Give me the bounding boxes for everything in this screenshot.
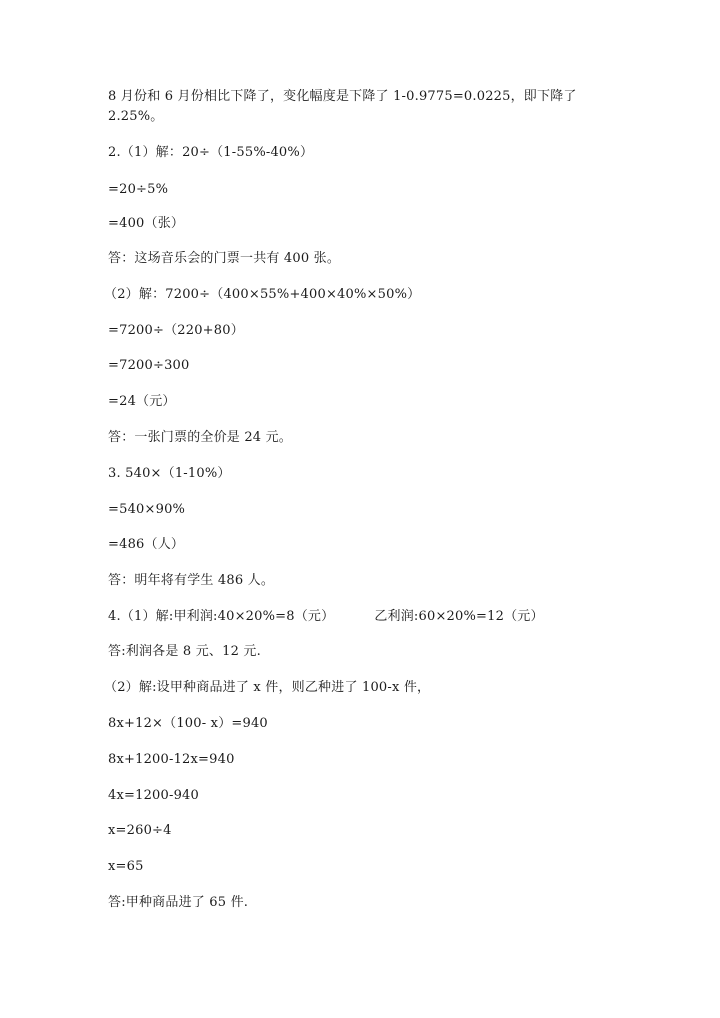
text-line: 3. 540×（1-10%） [108,466,231,481]
text-segment: 乙利润:60×20%=12（元） [374,609,544,624]
text-line: =400（张） [108,216,185,231]
text-line: （2）解:设甲种商品进了 x 件，则乙种进了 100-x 件， [104,680,431,695]
text-line: =20÷5% [108,182,169,197]
text-line: =540×90% [108,502,186,517]
text-line: 答:甲种商品进了 65 件. [108,895,249,910]
text-line [108,608,544,626]
text-line: =486（人） [108,537,185,552]
text-line: （2）解：7200÷（400×55%+400×40%×50%） [104,287,421,302]
text-line: 8 月份和 6 月份相比下降了，变化幅度是下降了 1-0.9775=0.0225，即下降了 [108,89,577,104]
text-line: x=65 [108,859,144,874]
text-line: 答:利润各是 8 元、12 元. [108,644,261,659]
text-line: =7200÷（220+80） [108,323,244,338]
text-line: 2.（1）解：20÷（1-55%-40%） [108,145,314,160]
text-line: 答：明年将有学生 486 人。 [108,573,275,588]
text-line: 答：一张门票的全价是 24 元。 [108,430,293,445]
text-line: =24（元） [108,394,176,409]
text-line: =7200÷300 [108,358,190,373]
text-line: x=260÷4 [108,823,172,838]
text-segment: 4.（1）解:甲利润:40×20%=8（元） [108,609,335,624]
text-line: 2.25%。 [108,109,164,124]
text-line: 答：这场音乐会的门票一共有 400 张。 [108,251,341,266]
text-line: 8x+12×（100- x）=940 [108,716,268,731]
text-line: 8x+1200-12x=940 [108,752,235,767]
text-line: 4x=1200-940 [108,788,199,803]
